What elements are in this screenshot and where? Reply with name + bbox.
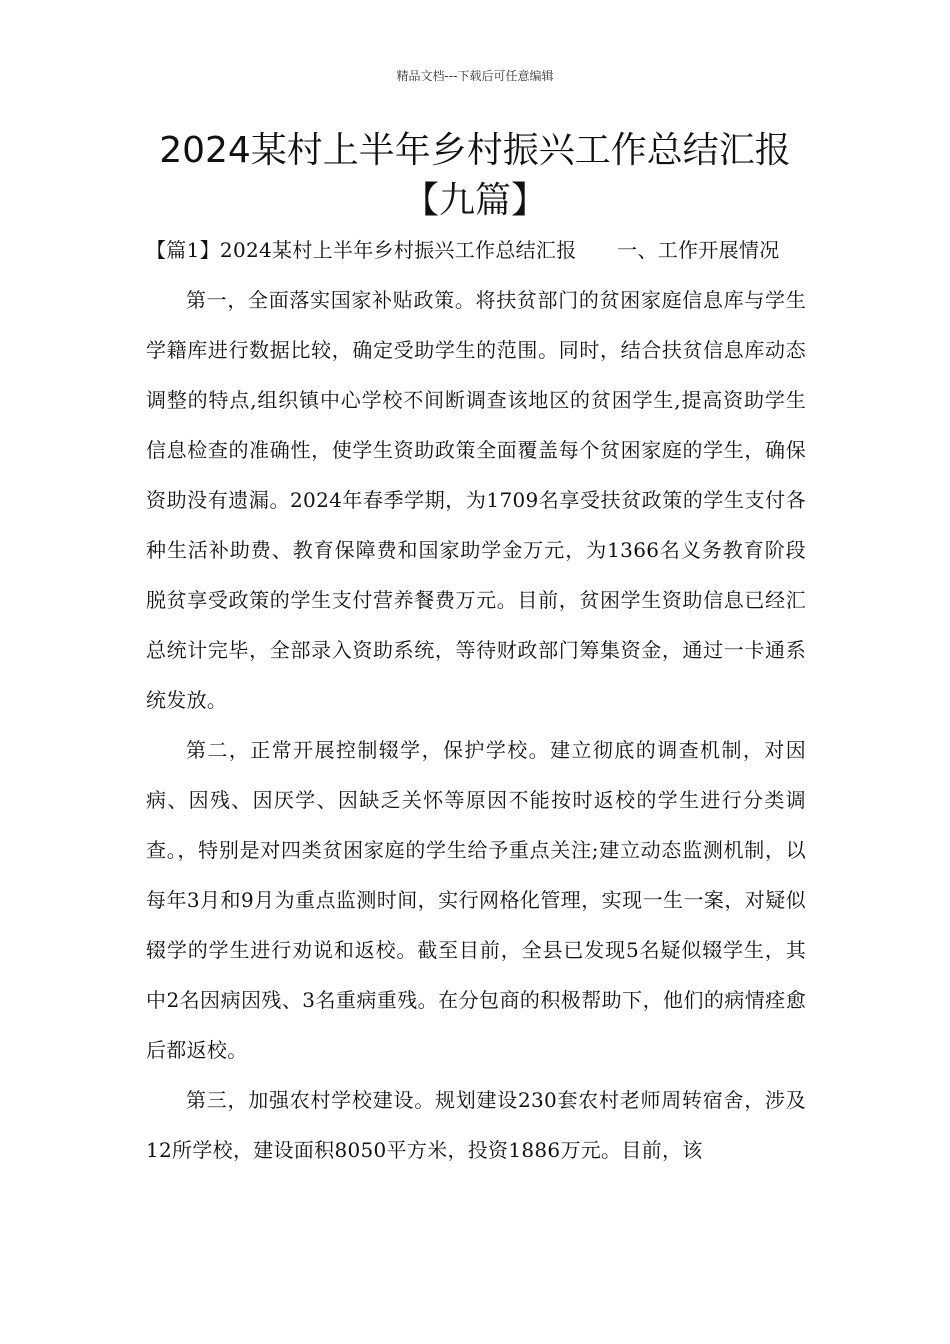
paragraph-3: 第三，加强农村学校建设。规划建设230套农村老师周转宿舍，涉及12所学校，建设面积8050平方米，投资1886万元。目前，该 (146, 1088, 806, 1162)
header-note: 精品文档---下载后可任意编辑 (396, 69, 554, 83)
paragraph-1: 第一，全面落实国家补贴政策。将扶贫部门的贫困家庭信息库与学生学籍库进行数据比较，确定受助学生的范围。同时，结合扶贫信息库动态调整的特点,组织镇中心学校不间断调查该地区的贫困学生,提高资助学生信息检查的准确性，使学生资助政策全面覆盖每个贫困家庭的学生，确保资助没有遗漏。2024年春季学期，为1709名享受扶贫政策的学生支付各种生活补助费、教育保障费和国家助学金万元，为1366名义务教育阶段脱贫享受政策的学生支付营养餐费万元。目前，贫困学生资助信息已经汇总统计完毕，全部录入资助系统，等待财政部门筹集资金，通过一卡通系统发放。 (146, 288, 806, 712)
document-title (0, 126, 950, 226)
section-heading: 【篇1】2024某村上半年乡村振兴工作总结汇报 一、工作开展情况 (146, 238, 780, 262)
title-line-2: 【九篇】 (402, 180, 547, 221)
document-body (146, 225, 806, 1175)
title-line-1: 2024某村上半年乡村振兴工作总结汇报 (159, 130, 791, 171)
paragraph-2: 第二，正常开展控制辍学，保护学校。建立彻底的调查机制，对因病、因残、因厌学、因缺乏关怀等原因不能按时返校的学生进行分类调查。，特别是对四类贫困家庭的学生给予重点关注;建立动态监测机制，以每年3月和9月为重点监测时间，实行网格化管理，实现一生一案，对疑似辍学的学生进行劝说和返校。截至目前，全县已发现5名疑似辍学生，其中2名因病因残、3名重病重残。在分包商的积极帮助下，他们的病情痊愈后都返校。 (146, 738, 806, 1062)
